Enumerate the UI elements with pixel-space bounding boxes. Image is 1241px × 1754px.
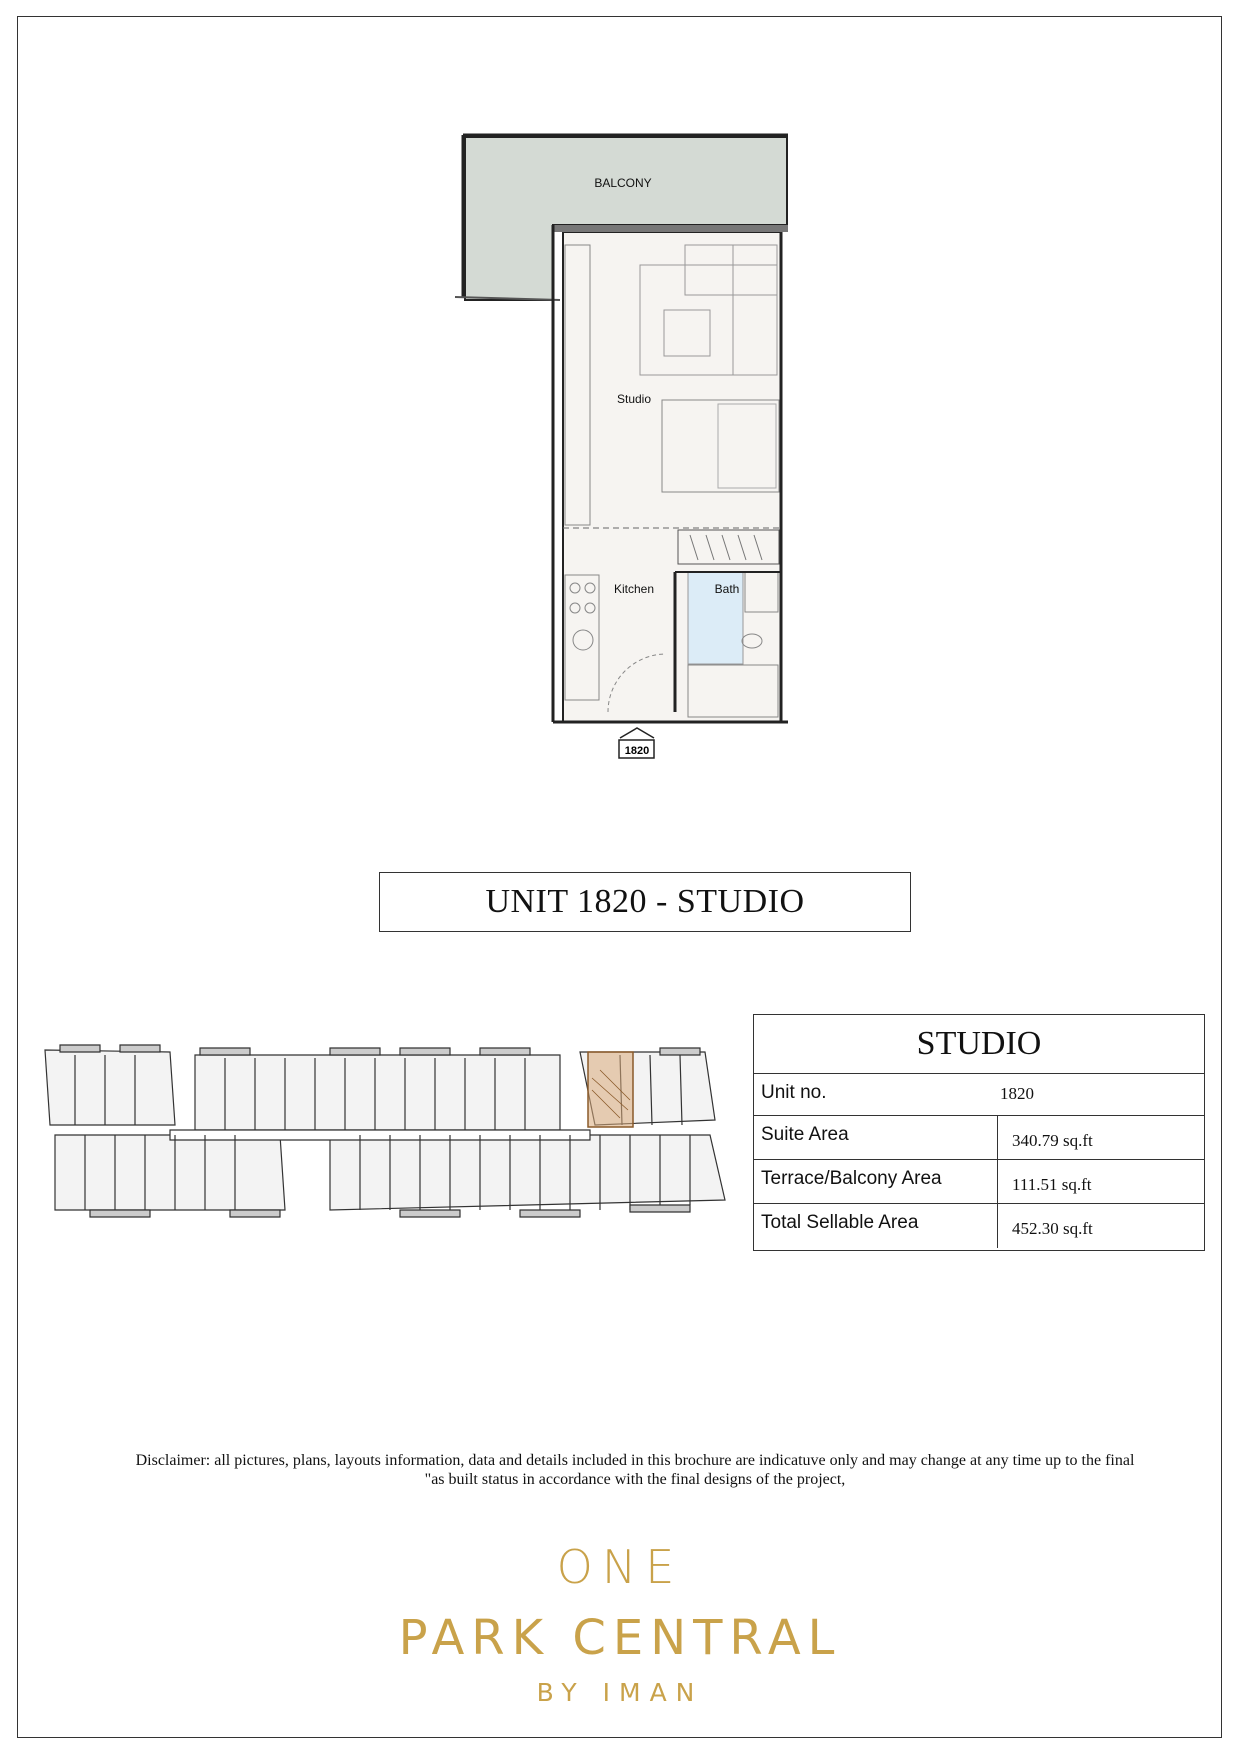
area-row-terrace — [754, 1160, 1204, 1204]
area-value: 340.79 sq.ft — [1012, 1131, 1093, 1150]
area-label: Suite Area — [761, 1124, 849, 1145]
logo-line-1: ONE — [556, 1540, 684, 1594]
unit-floor-plan — [440, 125, 800, 765]
disclaimer-line-2: "as built status in accordance with the final designs of the project, — [424, 1471, 846, 1488]
unit-title: UNIT 1820 - STUDIO — [379, 872, 911, 932]
logo-line-2: PARK CENTRAL — [398, 1610, 842, 1666]
logo-line-3: BY IMAN — [536, 1678, 704, 1707]
key-plan — [30, 1040, 740, 1220]
area-value: 1820 — [1000, 1084, 1034, 1103]
studio-interior — [563, 232, 781, 722]
area-row-suite — [754, 1116, 1204, 1160]
brand-logo — [340, 1540, 900, 1720]
area-label: Total Sellable Area — [761, 1212, 919, 1233]
highlighted-unit — [588, 1052, 633, 1127]
area-label: Unit no. — [761, 1082, 827, 1103]
bath-label: Bath — [714, 582, 740, 596]
area-table — [753, 1014, 1205, 1251]
area-value: 111.51 sq.ft — [1012, 1175, 1092, 1194]
area-label: Terrace/Balcony Area — [761, 1168, 942, 1189]
area-table-heading: STUDIO — [754, 1015, 1204, 1074]
unit-tag: 1820 — [624, 745, 650, 757]
disclaimer-line-1: Disclaimer: all pictures, plans, layouts information, data and details included in this brochure are indicatuve only and may change at any time up to the final — [135, 1452, 1135, 1469]
kitchen-label: Kitchen — [613, 582, 655, 596]
area-row-unit-no — [754, 1074, 1204, 1116]
area-row-total — [754, 1204, 1204, 1248]
studio-label: Studio — [616, 392, 652, 406]
balcony-label: BALCONY — [594, 176, 652, 190]
disclaimer — [70, 1451, 1200, 1489]
area-value: 452.30 sq.ft — [1012, 1219, 1093, 1238]
